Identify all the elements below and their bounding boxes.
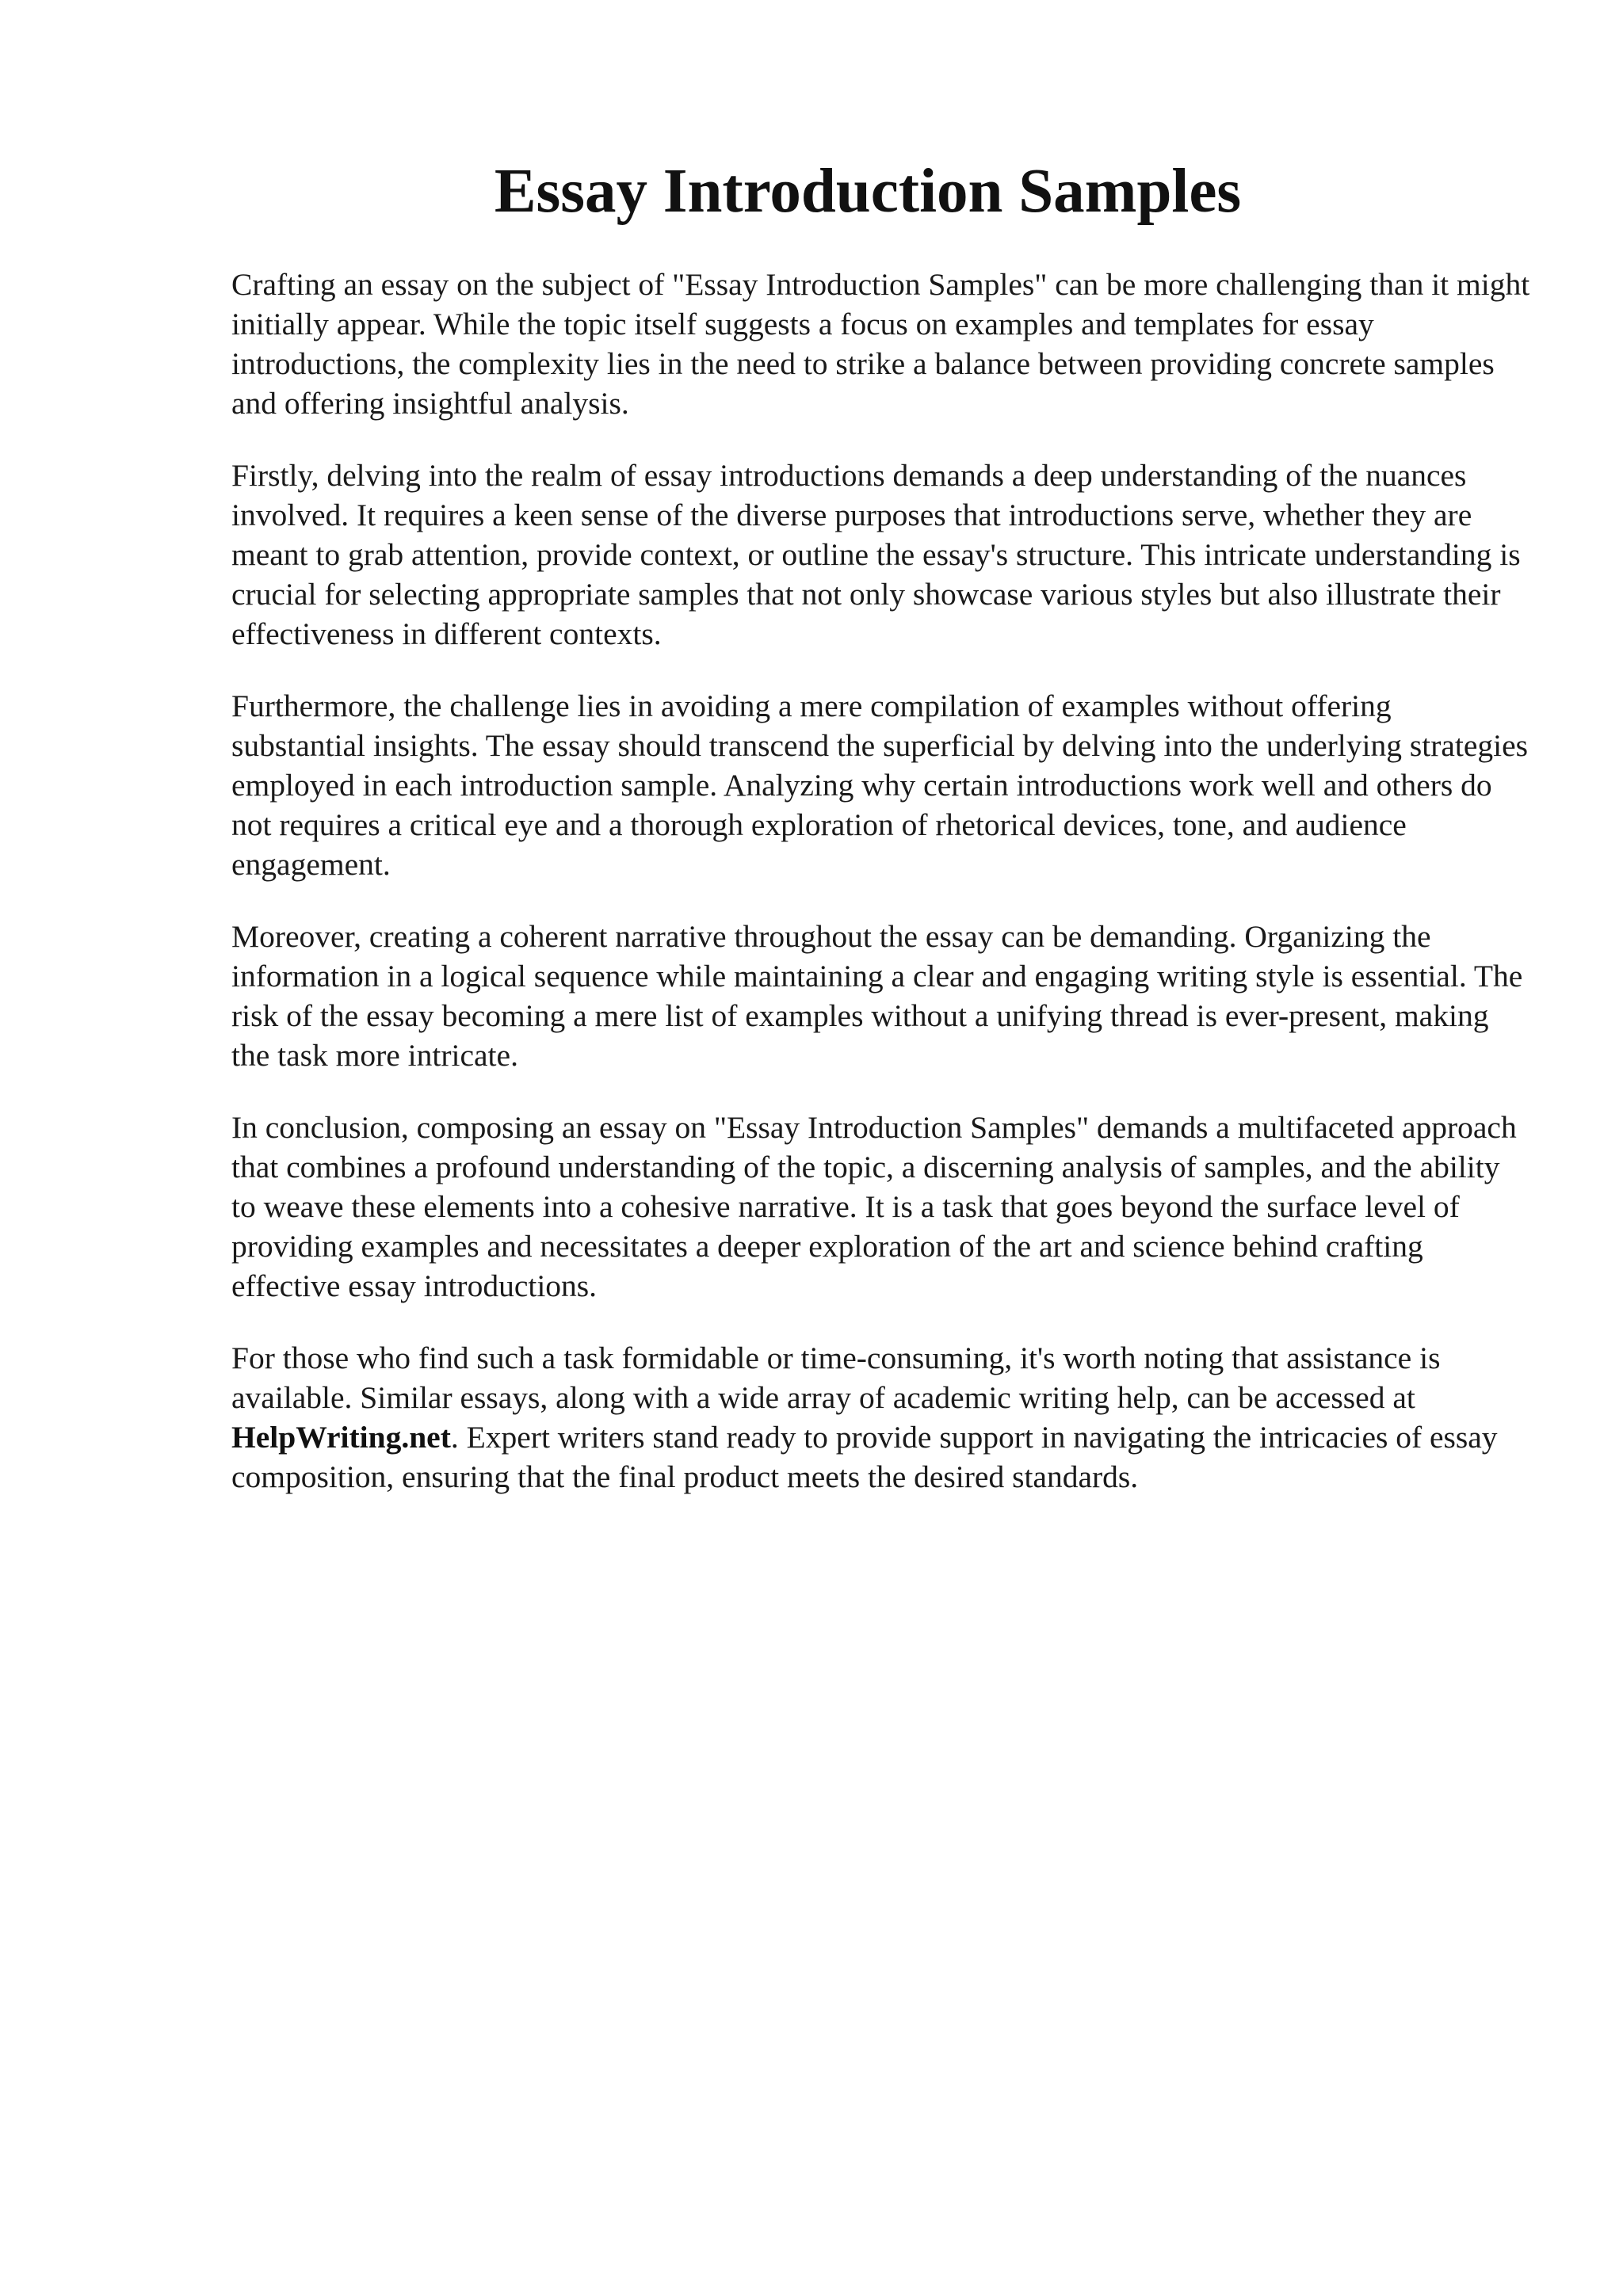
paragraph-1: Crafting an essay on the subject of "Essay Introduction Samples" can be more challenging than it might initially appear. While the topic itself suggests a focus on examples and templates for essay introductions, the complexity lies in the need to strike a balance between providing concrete samples and offering insightful analysis. — [231, 267, 1530, 421]
paragraph-3: Furthermore, the challenge lies in avoiding a mere compilation of examples without offering substantial insights. The essay should transcend the superficial by delving into the underlying strategies employed in each introduction sample. Analyzing why certain introductions work well and others do not requires a critical eye and a thorough exploration of rhetorical devices, tone, and audience engagement. — [231, 688, 1529, 882]
helpwriting-link[interactable]: HelpWriting.net — [231, 1420, 451, 1455]
paragraph-6 — [231, 1338, 1531, 1497]
paragraph-4: Moreover, creating a coherent narrative throughout the essay can be demanding. Organizing the information in a logical sequence while maintaining a clear and engaging writing style is essential. The risk of the essay becoming a mere list of examples without a unifying thread is ever-present, making the task more intricate. — [231, 919, 1523, 1073]
paragraph-6-lead-text: For those who find such a task formidable or time-consuming, it's worth noting that assistance is available. Similar essays, along with a wide array of academic writing help, can be accessed at — [231, 1341, 1441, 1415]
essay-body — [231, 265, 1531, 1497]
paragraph-2: Firstly, delving into the realm of essay introductions demands a deep understanding of the nuances involved. It requires a keen sense of the diverse purposes that introductions serve, whether they are meant to grab attention, provide context, or outline the essay's structure. This intricate understanding is crucial for selecting appropriate samples that not only showcase various styles but also illustrate their effectiveness in different contexts. — [231, 458, 1521, 651]
page-title: Essay Introduction Samples — [494, 157, 1242, 226]
paragraph-6-tail-text: . Expert writers stand ready to provide support in navigating the intricacies of essay composition, ensuring that the final product meets the desired standards. — [231, 1420, 1498, 1494]
paragraph-5: In conclusion, composing an essay on "Essay Introduction Samples" demands a multifaceted approach that combines a profound understanding of the topic, a discerning analysis of samples, and the ability to weave these elements into a cohesive narrative. It is a task that goes beyond the surface level of providing examples and necessitates a deeper exploration of the art and science behind crafting effective essay introductions. — [231, 1110, 1517, 1303]
